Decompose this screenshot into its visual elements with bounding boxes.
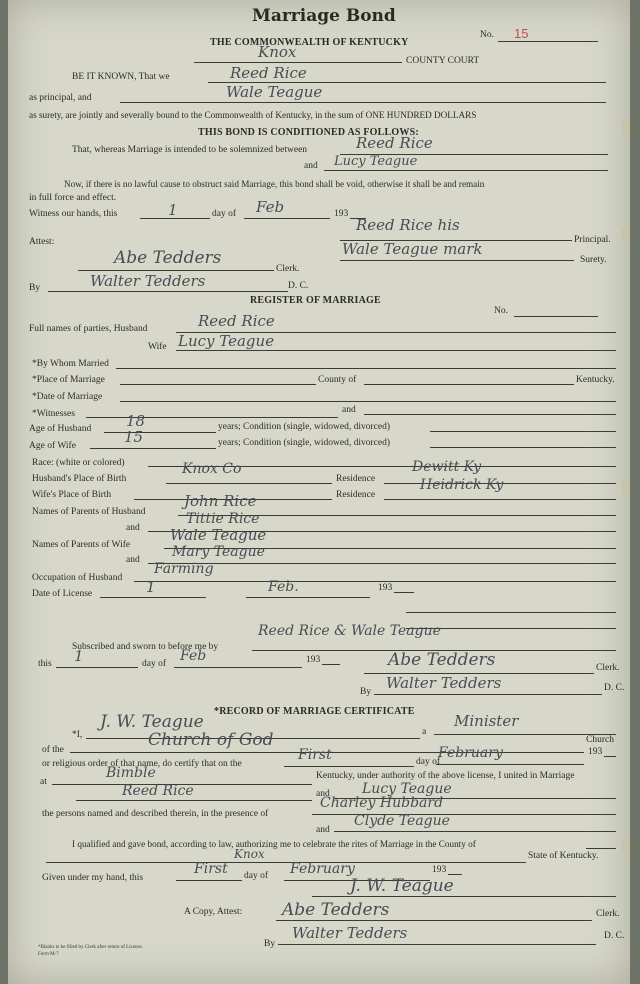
line xyxy=(514,316,598,317)
husband-birth-value: Knox Co xyxy=(182,461,242,477)
church-label: Church xyxy=(586,735,614,745)
day-of-label: day of xyxy=(212,209,237,219)
county-of-label: County of xyxy=(318,375,357,385)
whereas-text: That, whereas Marriage is intended to be solemnized between xyxy=(72,145,308,155)
line xyxy=(174,667,302,668)
husband-mother: Tittie Rice xyxy=(186,511,260,527)
principal-name: Reed Rice xyxy=(230,64,307,82)
license-month: Feb. xyxy=(268,579,299,595)
line xyxy=(448,874,462,875)
line xyxy=(364,384,574,385)
clerk-signature: Abe Tedders xyxy=(388,650,496,670)
by-label: By xyxy=(264,939,276,949)
line xyxy=(322,664,340,665)
wife-label: Wife xyxy=(148,342,167,352)
line xyxy=(56,667,138,668)
i-label: *I, xyxy=(72,730,83,740)
commonwealth-heading: THE COMMONWEALTH OF KENTUCKY xyxy=(210,37,409,48)
by-label: By xyxy=(29,283,41,293)
line xyxy=(604,756,616,757)
line xyxy=(76,800,312,801)
form-number: Form M-7 xyxy=(38,952,59,957)
page-tab xyxy=(622,838,630,852)
age-wife-label: Age of Wife xyxy=(29,441,76,451)
subscribed-day: 1 xyxy=(74,647,84,665)
groom-name: Reed Rice xyxy=(356,134,433,152)
fullnames-label: Full names of parties, Husband xyxy=(29,324,148,334)
line xyxy=(120,102,606,103)
line xyxy=(246,597,370,598)
line xyxy=(120,384,316,385)
officiant-name: J. W. Teague xyxy=(100,712,204,732)
line xyxy=(278,944,596,945)
line xyxy=(374,694,602,695)
line xyxy=(104,432,216,433)
and-label: and xyxy=(316,825,330,835)
county-value: Knox xyxy=(258,43,297,61)
party-one: Reed Rice xyxy=(122,783,194,799)
residence-label: Residence xyxy=(336,474,376,484)
line xyxy=(498,41,598,42)
line xyxy=(334,831,616,832)
year-prefix: 193 xyxy=(334,209,349,219)
subscribed-month: Feb xyxy=(180,648,207,664)
officiant-signature: J. W. Teague xyxy=(350,876,454,896)
line xyxy=(384,499,616,500)
line xyxy=(116,368,616,369)
place-label: *Place of Marriage xyxy=(32,375,105,385)
line xyxy=(120,401,616,402)
deputy-signature: Walter Tedders xyxy=(292,924,408,942)
deputy-signature: Walter Tedders xyxy=(90,272,206,290)
line xyxy=(148,563,616,564)
wife-father: Wale Teague xyxy=(170,526,267,544)
kentucky-authority-text: Kentucky, under authority of the above license, I united in Marriage xyxy=(316,771,575,781)
line xyxy=(406,612,616,613)
dc-label: D. C. xyxy=(604,931,625,941)
a-label: a xyxy=(422,727,427,737)
at-label: at xyxy=(40,777,47,787)
document-title: Marriage Bond xyxy=(252,6,396,26)
year-prefix: 193 xyxy=(306,655,321,665)
and-label: and xyxy=(304,161,318,171)
surety-name: Wale Teague xyxy=(226,83,323,101)
now-if-text: Now, if there is no lawful cause to obstruct said Marriage, this bond shall be void, otherwise it shall be and remain xyxy=(64,179,485,189)
given-month: February xyxy=(290,861,355,877)
line xyxy=(430,447,616,448)
bride-name: Lucy Teague xyxy=(334,154,418,169)
deputy-signature: Walter Tedders xyxy=(386,674,502,692)
and-label: and xyxy=(342,405,356,415)
day-of-label: day of xyxy=(142,659,167,669)
given-day: First xyxy=(194,861,228,877)
certificate-county: Knox xyxy=(234,847,265,861)
as-principal-label: as principal, and xyxy=(29,93,92,103)
line xyxy=(394,592,414,593)
husband-father: John Rice xyxy=(184,492,257,510)
husband-birth-label: Husband's Place of Birth xyxy=(32,474,127,484)
witness-month: Feb xyxy=(256,198,285,216)
condition-label: years; Condition (single, widowed, divorced) xyxy=(218,422,391,432)
license-day: 1 xyxy=(146,578,156,596)
line xyxy=(364,414,616,415)
line xyxy=(244,218,330,219)
surety-signature: Wale Teague mark xyxy=(342,240,483,258)
marriage-bond-document xyxy=(8,0,630,984)
line xyxy=(48,291,288,292)
parents-wife-label: Names of Parents of Wife xyxy=(32,540,131,550)
wife-birth-label: Wife's Place of Birth xyxy=(32,490,112,500)
occupation-value: Farming xyxy=(154,561,214,577)
as-surety-text: as surety, are jointly and severally bound to the Commonwealth of Kentucky, in the sum of ONE HUNDRED DOLLARS xyxy=(29,110,477,120)
bond-number-label: No. xyxy=(480,30,494,40)
by-whom-label: *By Whom Married xyxy=(32,359,109,369)
condition-label: years; Condition (single, widowed, divorced) xyxy=(218,438,391,448)
county-court-label: COUNTY COURT xyxy=(406,56,480,66)
witness-label: Witness our hands, this xyxy=(29,209,118,219)
line xyxy=(166,483,332,484)
occupation-label: Occupation of Husband xyxy=(32,573,123,583)
year-prefix: 193 xyxy=(432,865,447,875)
given-label: Given under my hand, this xyxy=(42,873,144,883)
line xyxy=(430,431,616,432)
qualified-text: I qualified and gave bond, according to law, authorizing me to celebrate the rites of Marriage in the County of xyxy=(72,839,476,849)
page-tab xyxy=(622,120,630,134)
year-prefix: 193 xyxy=(378,583,393,593)
register-no-label: No. xyxy=(494,306,508,316)
force-text: in full force and effect. xyxy=(29,193,117,203)
day-of-label: day of xyxy=(244,871,269,881)
certificate-month: February xyxy=(438,745,503,761)
party-two: Lucy Teague xyxy=(362,781,452,797)
wife-mother: Mary Teague xyxy=(172,544,265,560)
line xyxy=(134,581,616,582)
witness-two: Clyde Teague xyxy=(354,813,450,829)
line xyxy=(78,270,274,271)
dc-label: D. C. xyxy=(604,683,625,693)
clerk-signature: Abe Tedders xyxy=(114,248,222,268)
line xyxy=(86,417,338,418)
parents-husband-label: Names of Parents of Husband xyxy=(32,507,146,517)
line xyxy=(340,260,574,261)
age-husband-value: 18 xyxy=(126,412,146,430)
witness-one: Charley Hubbard xyxy=(320,795,444,811)
page-tab xyxy=(622,228,630,242)
register-heading: REGISTER OF MARRIAGE xyxy=(250,295,381,306)
witnesses-label: *Witnesses xyxy=(32,409,75,419)
this-label: this xyxy=(38,659,52,669)
line xyxy=(176,350,616,351)
subscribed-text: Subscribed and sworn to before me by xyxy=(72,642,219,652)
principal-label: Principal. xyxy=(574,235,611,245)
marriage-place: Bimble xyxy=(106,765,156,781)
footnote: *Blanks to be filled by Clerk after return of License. xyxy=(38,945,143,950)
religious-order-text: or religious order of that name, do certify that on the xyxy=(42,759,242,769)
principal-signature: Reed Rice his xyxy=(356,216,460,234)
line xyxy=(284,766,414,767)
dc-label: D. C. xyxy=(288,281,309,291)
copy-attest-label: A Copy, Attest: xyxy=(184,907,243,917)
wife-name: Lucy Teague xyxy=(178,332,275,350)
line xyxy=(194,62,402,63)
persons-text: the persons named and described therein, in the presence of xyxy=(42,809,269,819)
line xyxy=(140,218,210,219)
date-of-license-label: Date of License xyxy=(32,589,93,599)
line xyxy=(46,862,526,863)
year-prefix: 193 xyxy=(588,747,603,757)
line xyxy=(176,880,242,881)
date-of-marriage-label: *Date of Marriage xyxy=(32,392,103,402)
by-label: By xyxy=(360,687,372,697)
of-the-label: of the xyxy=(42,745,64,755)
clerk-label: Clerk. xyxy=(596,663,620,673)
surety-label: Surety. xyxy=(580,255,607,265)
church-name: Church of God xyxy=(148,730,274,750)
husband-name: Reed Rice xyxy=(198,312,275,330)
clerk-label: Clerk. xyxy=(596,909,620,919)
certificate-heading: *RECORD OF MARRIAGE CERTIFICATE xyxy=(214,706,415,717)
husband-residence-value: Dewitt Ky xyxy=(412,459,482,475)
line xyxy=(100,597,206,598)
line xyxy=(436,764,584,765)
and-label: and xyxy=(126,555,140,565)
residence-label: Residence xyxy=(336,490,376,500)
bond-number: 15 xyxy=(514,26,529,41)
line xyxy=(90,448,216,449)
officiant-role: Minister xyxy=(454,712,519,730)
clerk-signature: Abe Tedders xyxy=(282,900,390,920)
day-of-label: day of xyxy=(416,757,441,767)
page-tab xyxy=(622,480,630,494)
certificate-day: First xyxy=(298,747,332,763)
race-label: Race: (white or colored) xyxy=(32,458,125,468)
be-it-known-label: BE IT KNOWN, That we xyxy=(72,72,170,82)
line xyxy=(312,896,616,897)
kentucky-label: Kentucky. xyxy=(576,375,615,385)
witness-day: 1 xyxy=(168,201,178,219)
conditioned-heading: THIS BOND IS CONDITIONED AS FOLLOWS: xyxy=(198,127,419,138)
wife-residence-value: Heidrick Ky xyxy=(420,477,504,493)
line xyxy=(586,848,616,849)
line xyxy=(324,170,608,171)
clerk-label: Clerk. xyxy=(276,264,300,274)
attest-label: Attest: xyxy=(29,237,55,247)
age-husband-label: Age of Husband xyxy=(29,424,92,434)
line xyxy=(276,920,592,921)
subscribed-names: Reed Rice & Wale Teague xyxy=(258,623,441,639)
and-label: and xyxy=(126,523,140,533)
state-label: State of Kentucky. xyxy=(528,851,599,861)
age-wife-value: 15 xyxy=(124,428,144,446)
and-label: and xyxy=(316,789,330,799)
